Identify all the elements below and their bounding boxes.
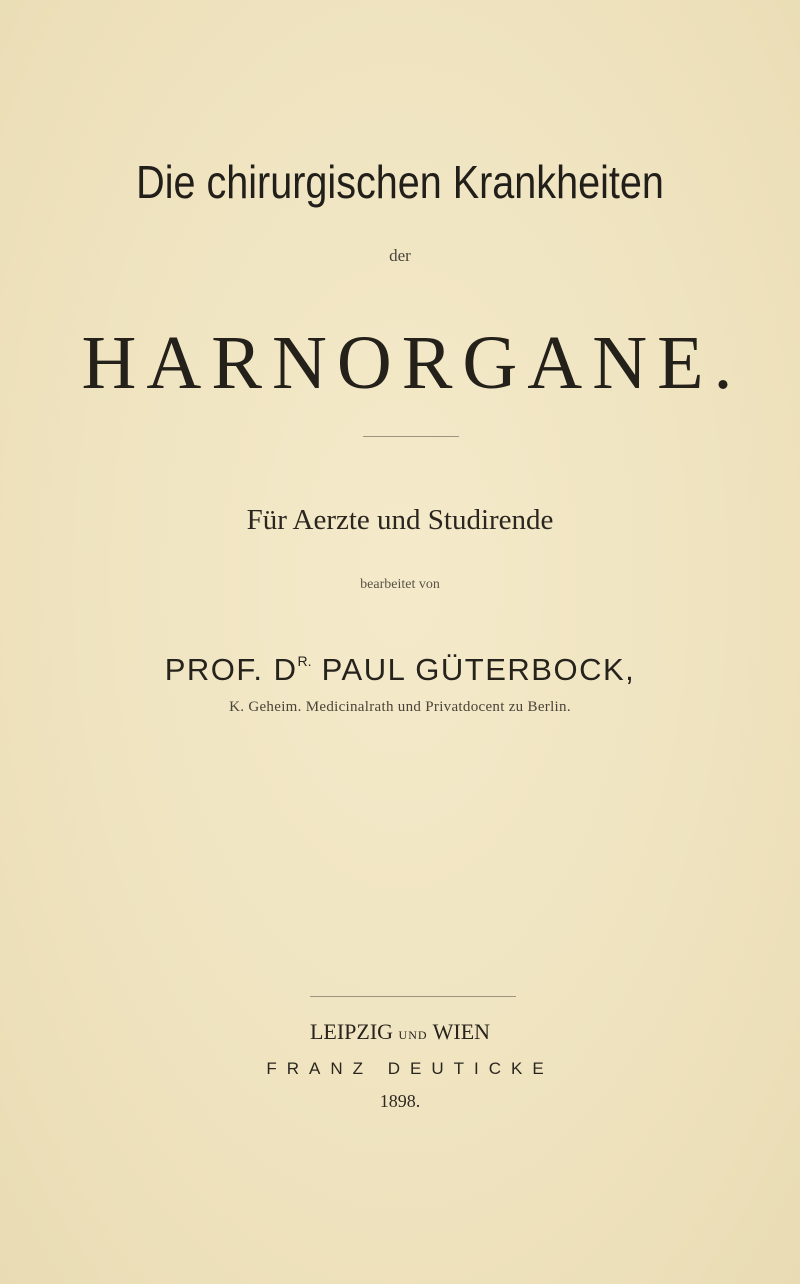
divider-rule-bottom (310, 996, 516, 997)
subtitle: Für Aerzte und Studirende (246, 504, 554, 536)
author-affiliation: K. Geheim. Medicinalrath und Privatdocent zu Berlin. (229, 699, 571, 715)
publisher-name: FRANZ DEUTICKE (266, 1059, 554, 1078)
edited-by-label: bearbeitet von (360, 577, 440, 592)
author-line (0, 641, 800, 690)
author-dr-superscript: R. (297, 653, 312, 669)
publication-place (0, 1018, 800, 1049)
place-und: UND (398, 1028, 428, 1042)
book-title: Die chirurgischen Krankheiten (136, 156, 664, 208)
place-wien: WIEN (427, 1019, 491, 1044)
divider-rule-top (363, 436, 459, 437)
author-name: PAUL GÜTERBOCK, (311, 652, 636, 687)
place-leipzig: LEIPZIG (309, 1019, 399, 1044)
publication-year: 1898. (379, 1091, 421, 1111)
author-prefix: PROF. D (164, 652, 298, 687)
article-der: der (389, 246, 411, 265)
main-title: HARNORGANE. (81, 321, 743, 405)
